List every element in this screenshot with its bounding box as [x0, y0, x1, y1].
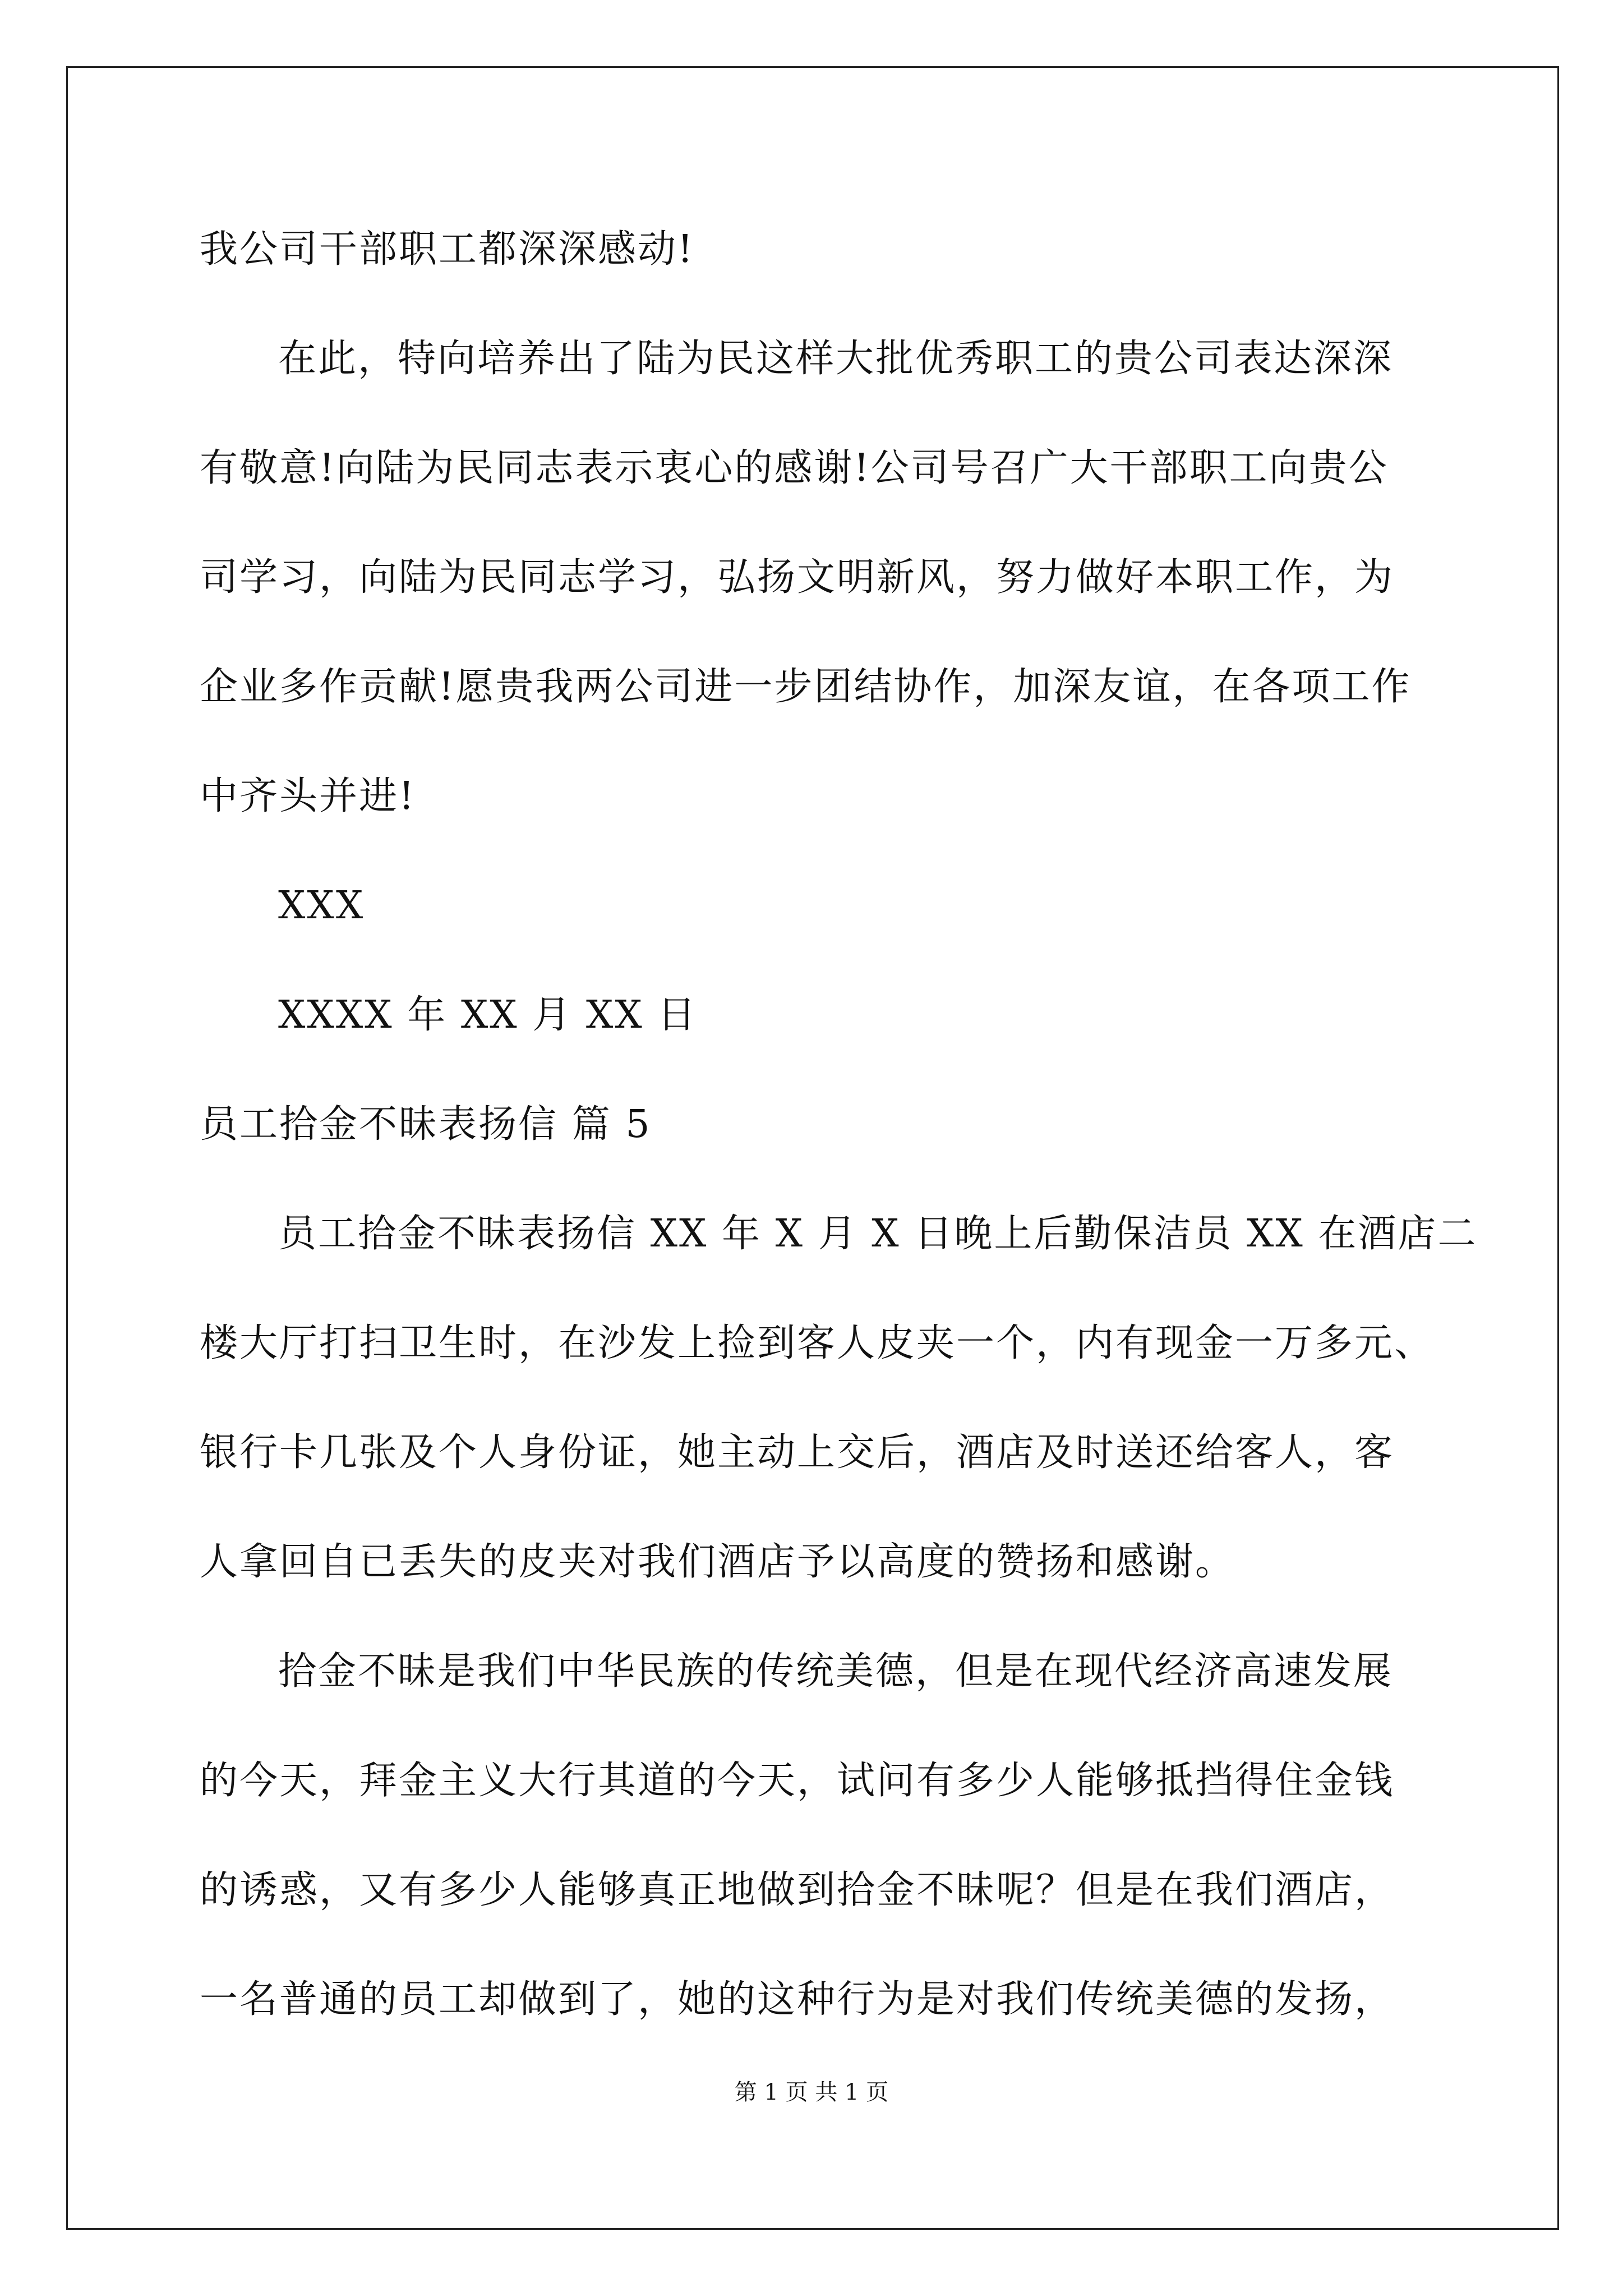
text-line-16: 的诱惑，又有多少人能够真正地做到拾金不昧呢？但是在我们酒店，: [200, 1868, 1395, 1912]
signature-name: XXX: [278, 884, 365, 928]
text-line-11: 楼大厅打扫卫生时，在沙发上捡到客人皮夹一个，内有现金一万多元、: [200, 1321, 1435, 1365]
text-line-14: 拾金不昧是我们中华民族的传统美德，但是在现代经济高速发展: [278, 1649, 1394, 1694]
text-line-2: 在此，特向培养出了陆为民这样大批优秀职工的贵公司表达深深: [278, 337, 1394, 381]
signature-date: XXXX 年 XX 月 XX 日: [278, 993, 698, 1037]
text-line-13: 人拿回自已丢失的皮夹对我们酒店予以高度的赞扬和感谢。: [200, 1540, 1235, 1584]
text-line-17: 一名普通的员工却做到了，她的这种行为是对我们传统美德的发扬，: [200, 1977, 1395, 2022]
text-line-12: 银行卡几张及个人身份证，她主动上交后，酒店及时送还给客人，客: [200, 1430, 1395, 1475]
page-number-footer: 第 1 页 共 1 页: [734, 2079, 889, 2105]
text-line-1: 我公司干部职工都深深感动!: [200, 227, 695, 272]
text-line-10: 员工拾金不昧表扬信 XX 年 X 月 X 日晚上后勤保洁员 XX 在酒店二: [278, 1212, 1478, 1256]
text-line-15: 的今天，拜金主义大行其道的今天，试问有多少人能够抵挡得住金钱: [200, 1759, 1395, 1803]
text-line-4: 司学习，向陆为民同志学习，弘扬文明新风，努力做好本职工作，为: [200, 555, 1395, 600]
text-line-5: 企业多作贡献!愿贵我两公司进一步团结协作，加深友谊，在各项工作: [200, 665, 1412, 709]
section-heading: 员工拾金不昧表扬信 篇 5: [200, 1102, 652, 1147]
text-line-3: 有敬意!向陆为民同志表示衷心的感谢!公司号召广大干部职工向贵公: [200, 446, 1389, 490]
text-line-6: 中齐头并进!: [200, 774, 416, 818]
